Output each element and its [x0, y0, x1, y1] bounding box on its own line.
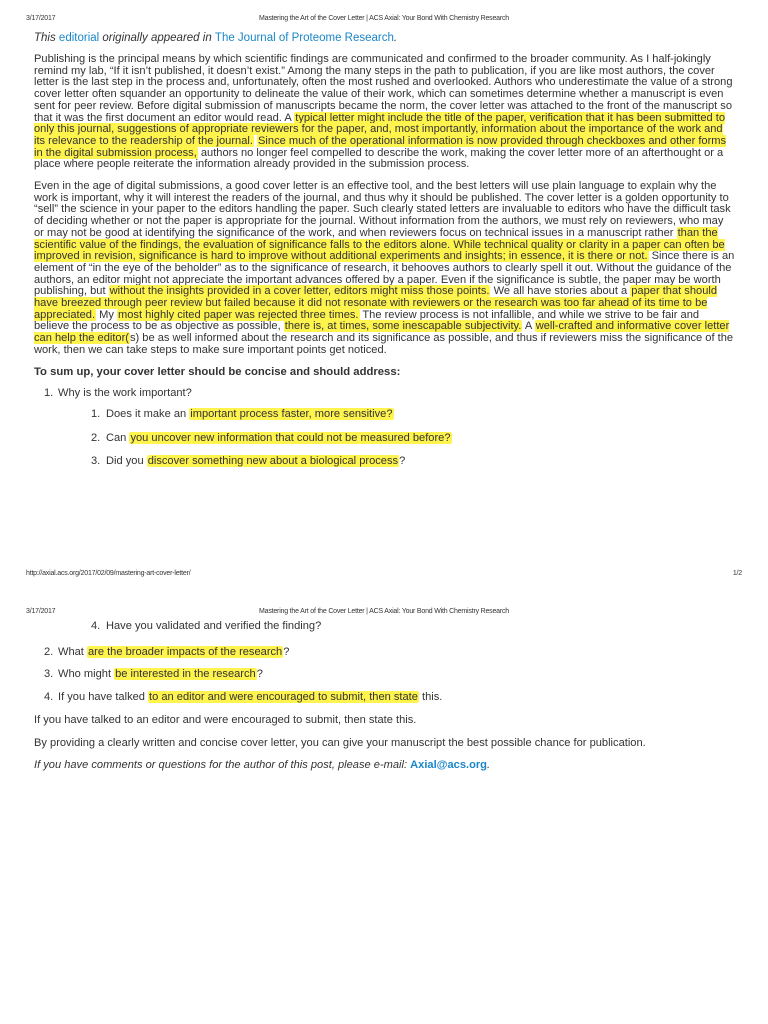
page-number: 1/2 [732, 570, 742, 577]
highlight: there is, at times, some inescapable subjectivity. [284, 320, 522, 333]
highlight: than the scientific value of the findings, the evaluation of significance falls to the editors alone. While technical quality or clarity in a paper can often be improved in revision, significance is hard to improve without additional experiments and insights; in essence, it is there or not. [34, 226, 725, 263]
list-text: Who might [58, 668, 115, 681]
highlight: most highly cited paper was rejected three times. [118, 308, 359, 321]
journal-link[interactable]: The Journal of Proteome Research [214, 32, 394, 44]
highlight: Since much of the operational information is now provided through checkboxes and other forms in the digital submission process, [34, 134, 727, 159]
list-item [34, 647, 736, 659]
list-number: 4. [91, 620, 101, 632]
highlight: important process faster, more sensitive? [190, 407, 393, 420]
paragraph-text: The review process is not infallible, and while we strive to be fair and believe the process to be as objective as possible, [34, 308, 700, 333]
list-number: 1. [44, 387, 54, 400]
list-text: ? [399, 455, 406, 468]
sub-list-item [34, 409, 736, 421]
sub-list-item [34, 456, 736, 468]
sub-list-item [34, 621, 736, 633]
sub-list-item [34, 433, 736, 445]
print-header [0, 15, 768, 25]
contact-line [34, 760, 736, 772]
contact-text: If you have comments or questions for the author of this post, please e-mail: [34, 759, 411, 772]
list-text: this. [418, 691, 443, 704]
paragraph-text: Even in the age of digital submissions, a good cover letter is an effective tool, and the best letters will use plain language to explain why the work is important, why it will interest the readers of the journal, and thus why it should be published. The cover letter is a golden opportunity to “sell” the science in your paper to the editors handling the paper. Such clearly stated letters are invaluable to editors who have the difficult task of deciding whether or not the paper is appropriate for the journal. Without information from the authors, we must rely on reviewers, who may or may not be good at identifying the significance of the work, and when reviewers focus on technical issues in a manuscript rather [34, 180, 731, 239]
article-body [34, 32, 736, 480]
print-date: 3/17/2017 [26, 608, 56, 615]
closing-line-2: By providing a clearly written and concise cover letter, you can give your manuscript the best possible chance for publication. [34, 736, 646, 749]
intro-lead: This [34, 32, 59, 44]
print-date: 3/17/2017 [26, 15, 56, 22]
paragraph-text: A [522, 320, 535, 333]
paragraph-text: We all have stories about a [490, 285, 631, 298]
print-footer [0, 570, 768, 580]
list-text: Did you [106, 455, 147, 468]
list-number: 3. [91, 455, 101, 468]
list-text: If you have talked [58, 691, 149, 704]
list-number: 2. [91, 431, 101, 444]
checklist [34, 388, 736, 468]
list-item [34, 669, 736, 681]
print-header [0, 608, 768, 618]
highlight: to an editor and were encouraged to submit, then state [149, 691, 418, 704]
article-body-continued [34, 621, 736, 772]
highlight: you uncover new information that could not be measured before? [130, 431, 451, 444]
paragraph-text: authors no longer feel compelled to describe the work, making the cover letter more of an afterthought or a place where people reiterate the information already provided in the submission process. [34, 146, 724, 171]
highlight: discover something new about a biological process [147, 455, 399, 468]
list-number: 4. [44, 691, 54, 704]
list-text: Why is the work important? [58, 387, 192, 400]
list-text: Can [106, 431, 130, 444]
highlight: are the broader impacts of the research [87, 645, 283, 658]
paragraph-text: Since there is an element of “in the eye of the beholder” as to the significance of research, it behooves authors to clearly spell it out. Without the guidance of the authors, an editor might not appreciate the important advances offered by a paper. Even if the significance is subtle, the paper may be worth publishing, but [34, 250, 735, 298]
list-text: ? [283, 645, 290, 658]
contact-end: . [486, 759, 491, 772]
pdf-page-2 [0, 600, 768, 1024]
intro-line [34, 32, 736, 45]
paragraph-text: Publishing is the principal means by which scientific findings are communicated and confirmed to the broader community. As I half-jokingly remind my lab, “If it isn’t published, it doesn’t exist.” Among the many steps in the path to publication, if you are like most authors, the cover letter is the last step in the process and, unfortunately, often the most rushed and overlooked. Authors who underestimate the value of a strong cover letter often squander an opportunity to delineate the value of their work, which can sometimes determine whether a manuscript is even sent for peer review. Before digital submission of manuscripts became the norm, the cover letter was attached to the front of the manuscript so that it was the first document an editor would read. A [34, 53, 733, 124]
list-text: Have you validated and verified the finding? [106, 620, 322, 632]
email-link[interactable]: Axial@acs.org [410, 759, 487, 772]
paragraph-text: s) be as well informed about the research and its significance as possible, and thus if reviewers miss the significance of the work, then we can take steps to make sure important points get noticed. [34, 332, 734, 356]
list-number: 2. [44, 645, 54, 658]
paragraph-2 [34, 181, 736, 357]
highlight: be interested in the research [115, 668, 256, 681]
list-number: 1. [91, 407, 101, 420]
highlight: paper that should have breezed through peer review but failed because it did not resonate with reviewers or the research was too far ahead of its time to be appreciated. [34, 285, 717, 321]
intro-end: . [393, 32, 398, 44]
paragraph-text: My [96, 308, 118, 321]
paragraph-1 [34, 54, 736, 171]
list-number: 3. [44, 668, 54, 681]
editorial-link[interactable]: editorial [58, 32, 100, 44]
list-text: What [58, 645, 87, 658]
closing-line-1: If you have talked to an editor and were encouraged to submit, then state this. [34, 713, 417, 726]
list-text: Does it make an [106, 407, 190, 420]
intro-middle: originally appeared in [99, 32, 215, 44]
highlight: well-crafted and informative cover letter can help the editor( [34, 320, 730, 345]
print-title: Mastering the Art of the Cover Letter | ACS Axial: Your Bond With Chemistry Research [259, 608, 509, 615]
list-text: ? [256, 668, 263, 681]
highlight: without the insights provided in a cover letter, editors might miss those points. [109, 285, 490, 298]
summary-heading: To sum up, your cover letter should be concise and should address: [34, 365, 401, 378]
print-title: Mastering the Art of the Cover Letter | ACS Axial: Your Bond With Chemistry Research [259, 15, 509, 22]
highlight: typical letter might include the title of the paper, verification that it has been submitted to only this journal, suggestions of appropriate reviewers for the paper, and, most importantly, information about the importance of the work and its relevance to the readership of the journal. [34, 111, 726, 147]
list-item [34, 692, 736, 704]
print-url: http://axial.acs.org/2017/02/09/mastering-art-cover-letter/ [26, 570, 191, 577]
list-item [34, 388, 736, 400]
